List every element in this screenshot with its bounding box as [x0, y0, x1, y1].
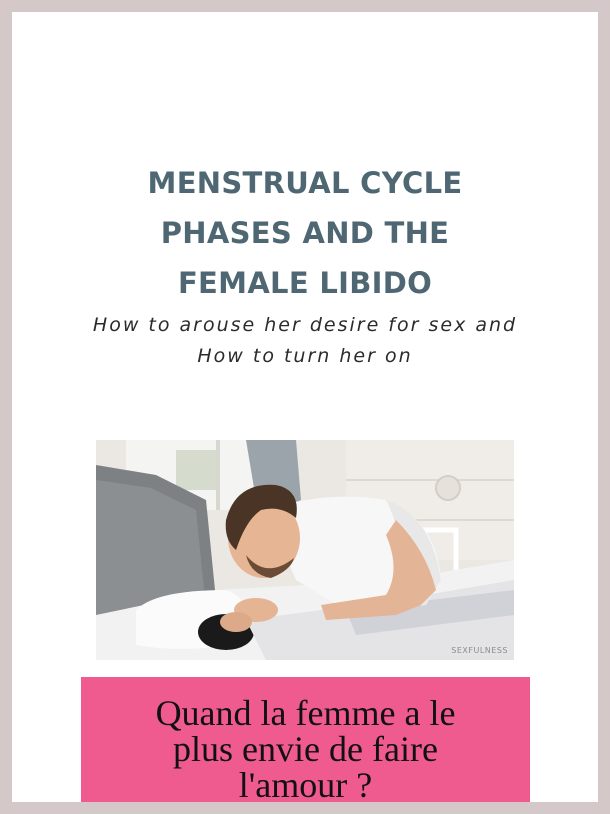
photo-watermark: SEXFULNESS	[451, 646, 508, 655]
banner-line-1: Quand la femme a le	[155, 693, 456, 733]
page-title	[12, 158, 598, 308]
content-card	[12, 12, 598, 802]
title-line-3: FEMALE LIBIDO	[177, 266, 433, 300]
banner-line-2: plus envie de faire	[173, 729, 438, 769]
couple-photo	[96, 440, 514, 660]
headline-banner	[81, 677, 530, 802]
title-line-1: MENSTRUAL CYCLE	[147, 166, 463, 200]
banner-line-3: l'amour ?	[238, 765, 373, 802]
subtitle-line-1: How to arouse her desire for sex and	[92, 314, 518, 336]
title-line-2: PHASES AND THE	[160, 216, 450, 250]
photo-illustration	[96, 440, 514, 660]
subtitle-line-2: How to turn her on	[197, 345, 413, 367]
subtitle	[12, 310, 598, 372]
banner-headline	[81, 677, 530, 802]
